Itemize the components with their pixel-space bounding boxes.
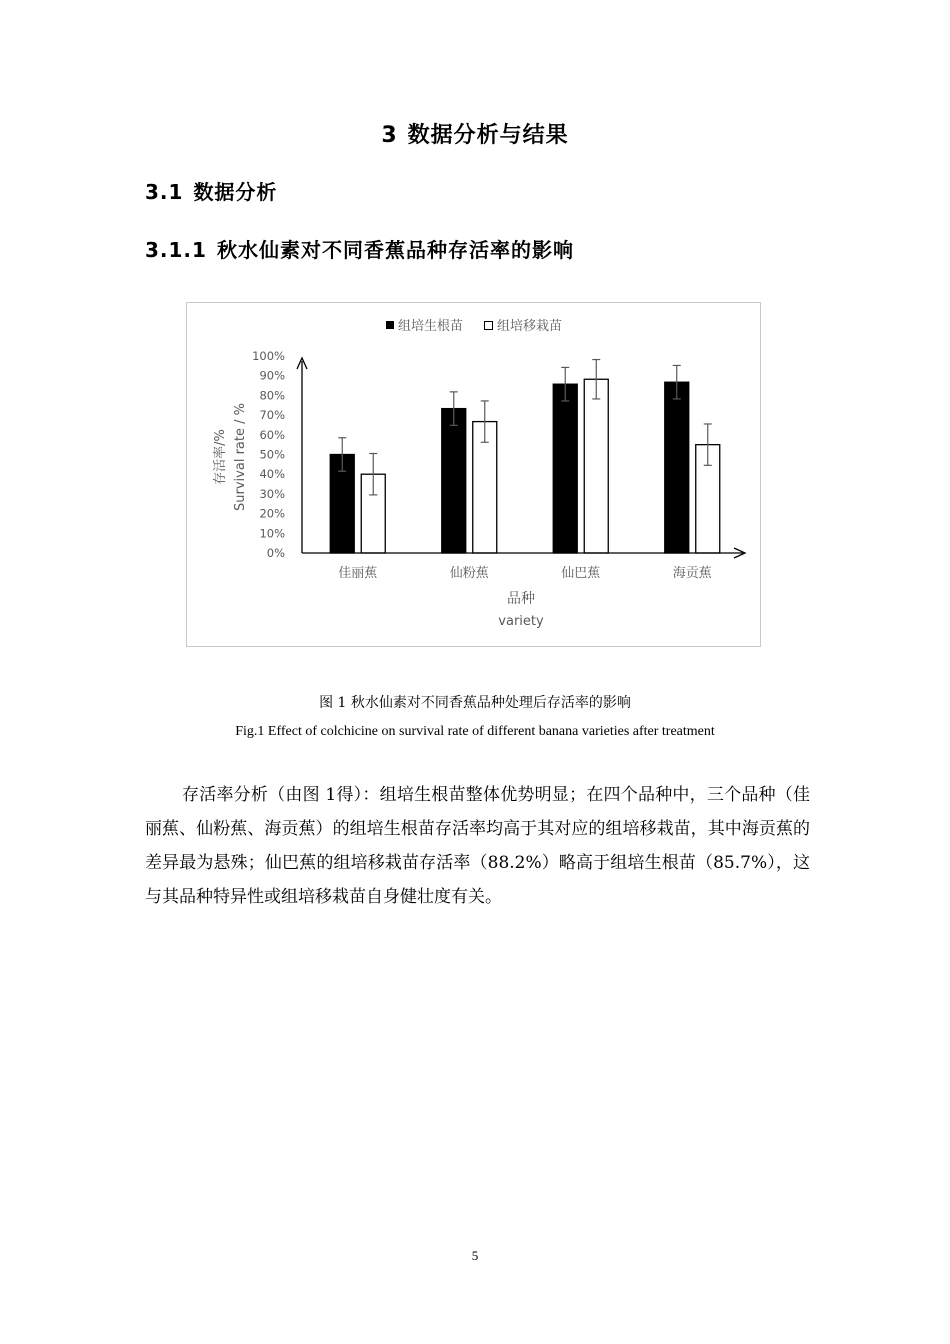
x-tick-label: 仙巴蕉 bbox=[561, 566, 601, 581]
subsection-title: 数据分析 bbox=[193, 180, 278, 204]
page-number: 5 bbox=[471, 1248, 479, 1263]
figure-caption-cn: 图 1 秋水仙素对不同香蕉品种处理后存活率的影响 bbox=[319, 695, 631, 711]
section-number: 3 bbox=[381, 123, 398, 148]
x-tick-label: 佳丽蕉 bbox=[338, 566, 378, 581]
figure-caption-en: Fig.1 Effect of colchicine on survival rate of different banana varieties after treatment bbox=[235, 724, 715, 739]
y-tick-label: 0% bbox=[266, 546, 285, 560]
y-tick-label: 100% bbox=[252, 349, 285, 363]
y-axis-title-en: Survival rate / % bbox=[233, 403, 248, 511]
legend-label-rooted: 组培生根苗 bbox=[398, 319, 464, 334]
bar bbox=[442, 409, 466, 553]
error-bars bbox=[338, 360, 712, 495]
subsubsection-title: 秋水仙素对不同香蕉品种存活率的影响 bbox=[216, 238, 574, 262]
section-title: 数据分析与结果 bbox=[407, 123, 569, 148]
y-tick-label: 70% bbox=[259, 408, 285, 423]
y-tick-label: 60% bbox=[259, 427, 285, 442]
y-tick-label: 10% bbox=[259, 526, 285, 541]
x-axis-category-labels bbox=[338, 565, 712, 581]
y-tick-label: 80% bbox=[259, 388, 285, 403]
subsubsection-heading bbox=[145, 234, 574, 263]
x-axis-title-en: variety bbox=[498, 614, 544, 629]
y-axis-title bbox=[213, 403, 248, 511]
section-heading bbox=[0, 118, 950, 149]
legend-label-transplanted: 组培移栽苗 bbox=[497, 319, 563, 334]
subsubsection-number: 3.1.1 bbox=[145, 238, 207, 262]
bar bbox=[553, 384, 577, 553]
y-tick-label: 90% bbox=[259, 368, 285, 383]
x-tick-label: 海贡蕉 bbox=[672, 566, 712, 581]
y-tick-label: 40% bbox=[259, 467, 285, 482]
bar-chart bbox=[187, 303, 762, 648]
subsection-heading bbox=[145, 176, 277, 205]
y-axis-ticks bbox=[252, 349, 285, 560]
chart-legend bbox=[386, 318, 562, 334]
x-axis-title-cn: 品种 bbox=[507, 591, 535, 607]
y-tick-label: 50% bbox=[259, 447, 285, 462]
y-axis-title-cn: 存活率/% bbox=[213, 429, 228, 485]
legend-swatch-rooted bbox=[386, 321, 394, 329]
bar bbox=[665, 382, 689, 553]
bars bbox=[330, 379, 720, 553]
legend-swatch-transplanted bbox=[485, 322, 493, 330]
body-paragraph: 存活率分析（由图 1得）：组培生根苗整体优势明显；在四个品种中，三个品种（佳丽蕉、仙粉蕉、海贡蕉）的组培生根苗存活率均高于其对应的组培移栽苗，其中海贡蕉的差异最为悬殊；仙巴蕉的组培移栽苗存活率（88.2%）略高于组培生根苗（85.7%），这与其品种特异性或组培移栽苗自身健壮度有关。 bbox=[145, 785, 810, 907]
subsection-number: 3.1 bbox=[145, 180, 184, 204]
y-tick-label: 30% bbox=[259, 486, 285, 501]
figure-1 bbox=[186, 302, 761, 647]
bar bbox=[584, 379, 608, 553]
y-tick-label: 20% bbox=[259, 506, 285, 521]
x-tick-label: 仙粉蕉 bbox=[449, 566, 489, 581]
